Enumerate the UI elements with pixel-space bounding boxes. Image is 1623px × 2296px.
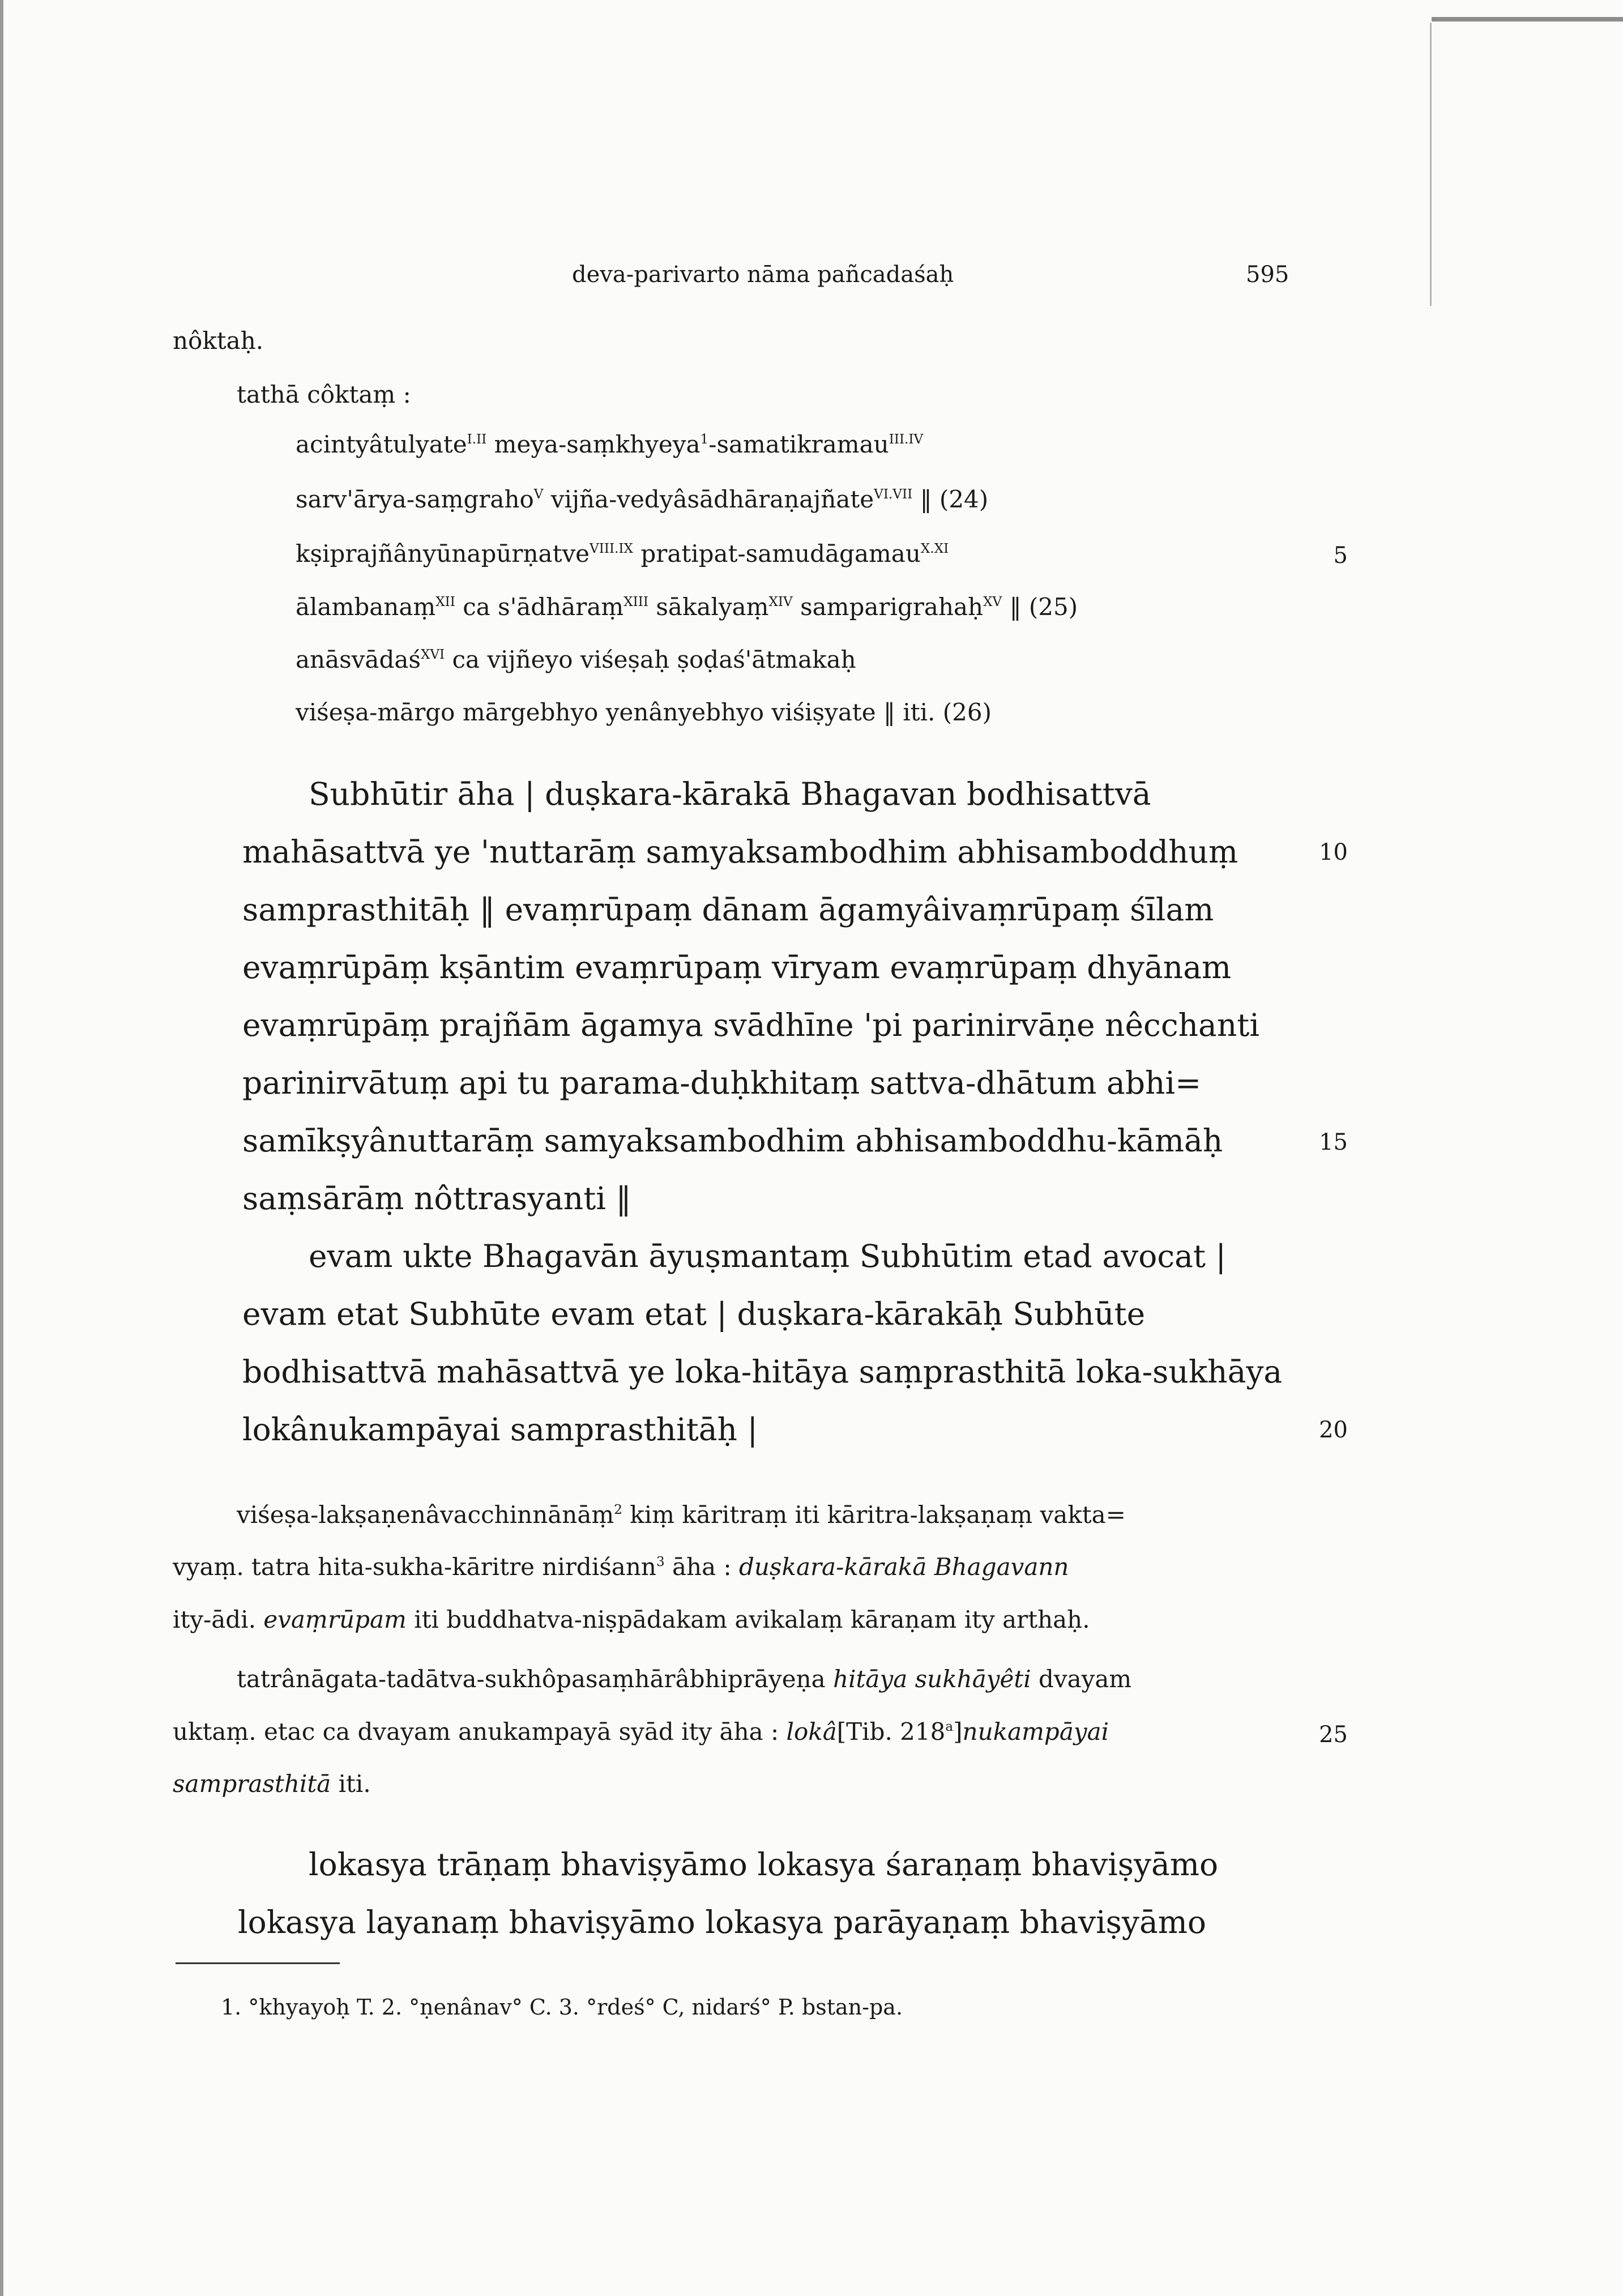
verse-marker: VI.VII: [874, 486, 913, 502]
line-number: 25: [1319, 1722, 1348, 1748]
verse-text: sākalyaṃ: [648, 593, 769, 621]
verse-text: samparigrahaḥ: [792, 593, 984, 621]
commentary-text: ity-ādi.: [173, 1606, 264, 1633]
footnotes: 1. °khyayoḥ T. 2. °ṇenânav° C. 3. °rdeś° C, nidarś° P. bstan-pa.: [221, 1995, 903, 2020]
commentary-line: [237, 1665, 1131, 1693]
commentary-text: [907, 1665, 915, 1693]
verse-marker: XII: [435, 594, 455, 609]
line-number: 20: [1319, 1417, 1348, 1443]
verse-marker: I.II: [467, 432, 487, 447]
main-text-line: samprasthitāḥ ‖ evaṃrūpaṃ dānam āgamyâivaṃrūpaṃ śīlam: [242, 891, 1214, 928]
verse-marker: XVI: [420, 647, 445, 662]
verse-marker: XV: [983, 594, 1002, 609]
main-text-line: lokasya trāṇaṃ bhaviṣyāmo lokasya śaraṇaṃ bhaviṣyāmo: [309, 1846, 1219, 1883]
line-number: 10: [1319, 839, 1348, 865]
commentary-text: vyaṃ. tatra hita-sukha-kāritre nirdiśann: [173, 1553, 656, 1581]
commentary-text: uktaṃ. etac ca dvayam anukampayā syād ity āha :: [173, 1718, 787, 1746]
verse-text: meya-saṃkhyeya: [486, 430, 701, 458]
scan-edge-top: [1432, 17, 1623, 22]
commentary-italic: samprasthitā: [173, 1770, 331, 1798]
main-text-line: bodhisattvā mahāsattvā ye loka-hitāya saṃprasthitā loka-sukhāya: [242, 1354, 1283, 1390]
commentary-text: iti buddhatva-niṣpādakam avikalaṃ kāraṇam ity arthaḥ.: [406, 1606, 1090, 1633]
commentary-line: [173, 1718, 1109, 1746]
commentary-text: tatrânāgata-tadātva-sukhôpasaṃhārâbhiprāyeṇa: [237, 1665, 834, 1693]
verse-text: -samatikramau: [708, 430, 889, 458]
verse-text: kṣiprajñânyūnapūrṇatve: [296, 540, 590, 567]
verse-text: ālambanaṃ: [296, 593, 436, 621]
scan-edge-left: [0, 0, 3, 2296]
verse-text: ca vijñeyo viśeṣaḥ ṣoḍaś'ātmakaḥ: [445, 646, 856, 673]
verse-text: ca s'ādhāraṃ: [455, 593, 624, 621]
text-line: tathā côktaṃ :: [237, 381, 411, 408]
commentary-italic: sukhāyêti: [915, 1665, 1031, 1693]
verse-marker: V: [533, 486, 544, 502]
main-text-line: evam etat Subhūte evam etat | duṣkara-kārakāḥ Subhūte: [242, 1296, 1146, 1332]
verse-line: [296, 540, 949, 567]
main-text-line: evam ukte Bhagavān āyuṣmantaṃ Subhūtim etad avocat |: [309, 1238, 1227, 1274]
main-text-line: Subhūtir āha | duṣkara-kārakā Bhagavan bodhisattvā: [309, 776, 1151, 812]
scan-edge-right: [1430, 23, 1432, 306]
commentary-text: ]: [953, 1718, 963, 1746]
main-text-line: mahāsattvā ye 'nuttarāṃ samyaksambodhim abhisamboddhuṃ: [242, 834, 1238, 870]
page-number: 595: [1246, 262, 1289, 288]
verse-marker: VIII.IX: [590, 541, 633, 556]
verse-line: [296, 593, 1078, 621]
running-header-title: deva-parivarto nāma pañcadaśaḥ: [572, 262, 954, 288]
line-number: 15: [1319, 1129, 1348, 1155]
footnote-rule: [176, 1962, 340, 1964]
verse-text: vijña-vedyâsādhāraṇajñate: [543, 485, 874, 513]
commentary-text: [Tib. 218: [836, 1718, 946, 1746]
verse-marker: XIV: [768, 594, 793, 609]
commentary-italic: hitāya: [833, 1665, 908, 1693]
folio-marker: a: [945, 1719, 954, 1734]
main-text-line: parinirvātuṃ api tu parama-duḥkhitaṃ sattva-dhātum abhi=: [242, 1065, 1202, 1101]
verse-line: [296, 485, 988, 513]
text-line: nôktaḥ.: [173, 327, 264, 355]
main-text-line: samīkṣyânuttarāṃ samyaksambodhim abhisamboddhu-kāmāḥ: [242, 1123, 1223, 1159]
verse-line: [296, 646, 856, 673]
commentary-text: kiṃ kāritraṃ iti kāritra-lakṣaṇaṃ vakta=: [622, 1501, 1126, 1529]
main-text-line: lokânukampāyai samprasthitāḥ |: [242, 1411, 758, 1448]
commentary-text: āha :: [664, 1553, 739, 1581]
verse-marker: XIII: [623, 594, 649, 609]
verse-line: viśeṣa-mārgo mārgebhyo yenânyebhyo viśiṣyate ‖ iti. (26): [296, 698, 992, 726]
commentary-italic: lokâ: [786, 1718, 837, 1746]
commentary-text: viśeṣa-lakṣaṇenâvacchinnānāṃ: [237, 1501, 614, 1529]
commentary-line: [173, 1770, 371, 1798]
line-number: 5: [1333, 543, 1348, 569]
verse-marker: X.XI: [920, 541, 949, 556]
verse-line: [296, 430, 923, 458]
commentary-italic: duṣkara-kārakā Bhagavann: [739, 1553, 1069, 1581]
footnote-marker: 2: [614, 1502, 622, 1517]
commentary-italic: nukampāyai: [962, 1718, 1109, 1746]
main-text-line: saṃsārāṃ nôttrasyanti ‖: [242, 1180, 631, 1217]
main-text-line: evaṃrūpāṃ prajñām āgamya svādhīne 'pi parinirvāṇe nêcchanti: [242, 1007, 1259, 1043]
main-text-line: evaṃrūpāṃ kṣāntim evaṃrūpaṃ vīryam evaṃrūpaṃ dhyānam: [242, 949, 1232, 985]
commentary-text: iti.: [331, 1770, 371, 1798]
main-text-line: lokasya layanaṃ bhaviṣyāmo lokasya parāyaṇaṃ bhaviṣyāmo: [238, 1904, 1207, 1940]
verse-text: ‖ (25): [1002, 593, 1078, 621]
commentary-text: dvayam: [1031, 1665, 1132, 1693]
verse-text: anāsvādaś: [296, 646, 421, 673]
verse-text: sarv'ārya-saṃgraho: [296, 485, 534, 513]
commentary-line: [173, 1553, 1069, 1581]
verse-text: pratipat-samudāgamau: [633, 540, 921, 567]
footnote-marker: 3: [656, 1554, 665, 1569]
footnote-marker: 1: [700, 432, 709, 447]
commentary-line: [237, 1501, 1126, 1529]
verse-marker: III.IV: [889, 432, 924, 447]
commentary-line: [173, 1606, 1090, 1633]
verse-text: ‖ (24): [912, 485, 989, 513]
commentary-italic: evaṃrūpam: [263, 1606, 407, 1633]
verse-text: acintyâtulyate: [296, 430, 467, 458]
